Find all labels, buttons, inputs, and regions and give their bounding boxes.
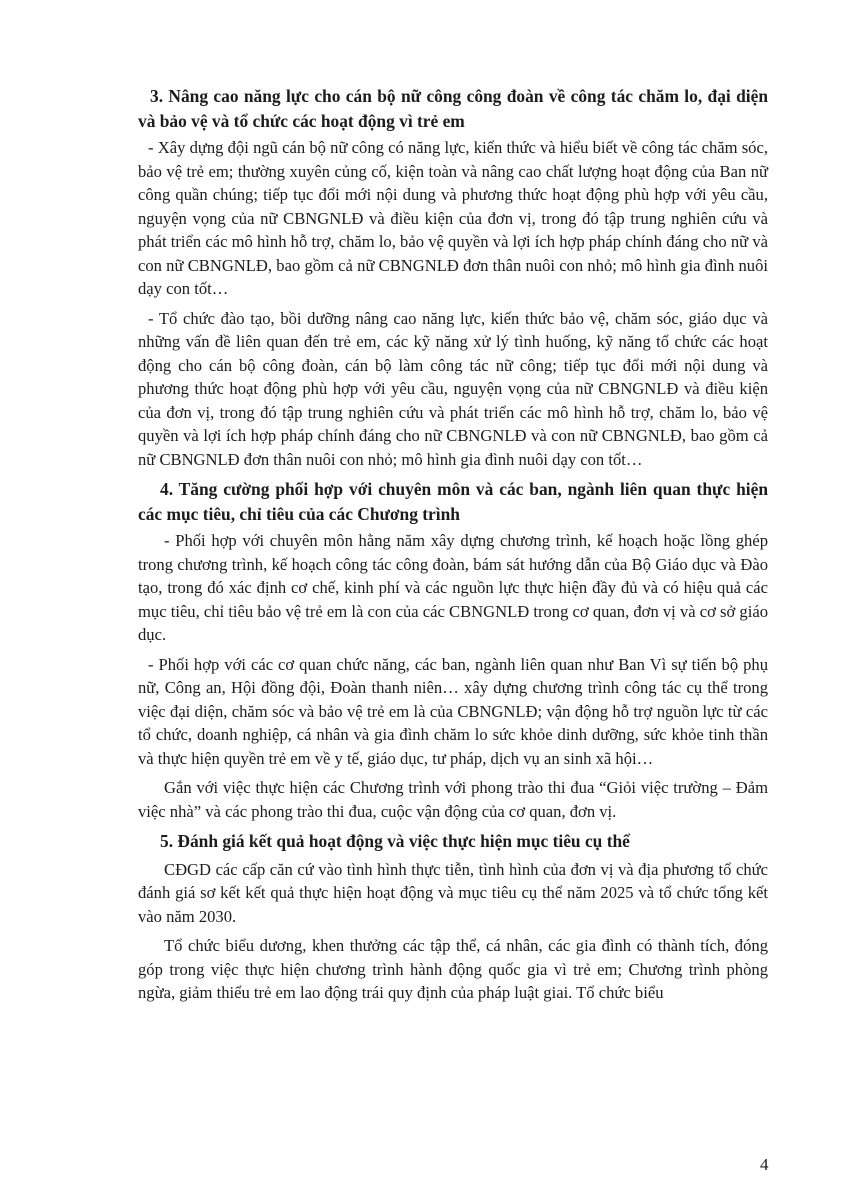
section-3-paragraph-2: - Tổ chức đào tạo, bồi dưỡng nâng cao năng lực, kiến thức bảo vệ, chăm sóc, giáo dục và những vấn đề liên quan đến trẻ em, các kỹ năng xử lý tình huống, kỹ năng tổ chức các hoạt động cho cán bộ công đoàn, cán bộ làm công tác nữ công; tiếp tục đổi mới nội dung và phương thức hoạt động phù hợp với yêu cầu, nguyện vọng của nữ CBNGNLĐ và điều kiện của đơn vị, trong đó tập trung nghiên cứu và phát triển các mô hình hỗ trợ, chăm lo, bảo vệ quyền và lợi ích hợp pháp chính đáng cho nữ CBNGNLĐ và con nữ CBNGNLĐ, bao gồm cả nữ CBNGNLĐ đơn thân nuôi con nhỏ; mô hình gia đình nuôi dạy con tốt… [138, 308, 768, 469]
section-4-paragraph-1: - Phối hợp với chuyên môn hằng năm xây dựng chương trình, kế hoạch hoặc lồng ghép trong chương trình, kế hoạch công tác công đoàn, bám sát hướng dẫn của Bộ Giáo dục và Đào tạo, trong đó xác định cơ chế, kinh phí và các nguồn lực thực hiện đầy đủ và có hiệu quả các mục tiêu, chỉ tiêu bảo vệ trẻ em là con của các CBNGNLĐ trong cơ quan, đơn vị và cơ sở giáo dục. [138, 531, 768, 644]
section-5-paragraph-1: CĐGD các cấp căn cứ vào tình hình thực tiễn, tình hình của đơn vị và địa phương tổ chức đánh giá sơ kết kết quả thực hiện hoạt động và mục tiêu cụ thể năm 2025 và tổ chức tổng kết vào năm 2030. [138, 859, 768, 926]
page-number: 4 [760, 1155, 769, 1174]
section-4-paragraph-3: Gắn với việc thực hiện các Chương trình với phong trào thi đua “Giỏi việc trường – Đảm việc nhà” và các phong trào thi đua, cuộc vận động của cơ quan, đơn vị. [138, 778, 768, 821]
section-5-heading: 5. Đánh giá kết quả hoạt động và việc thực hiện mục tiêu cụ thể [160, 831, 630, 851]
section-5-paragraph-2: Tổ chức biểu dương, khen thưởng các tập thể, cá nhân, các gia đình có thành tích, đóng góp trong việc thực hiện chương trình hành động quốc gia vì trẻ em; Chương trình phòng ngừa, giảm thiểu trẻ em lao động trái quy định của pháp luật giai. Tổ chức biểu [138, 936, 768, 1002]
section-4-paragraph-2: - Phối hợp với các cơ quan chức năng, các ban, ngành liên quan như Ban Vì sự tiến bộ phụ nữ, Công an, Hội đồng đội, Đoàn thanh niên… xây dựng chương trình công tác cụ thể trong việc đại diện, chăm sóc và bảo vệ trẻ em là của CBNGNLĐ; vận động hỗ trợ nguồn lực từ các tổ chức, doanh nghiệp, cá nhân và gia đình chăm lo sức khỏe dinh dưỡng, sức khỏe tinh thần và thực hiện quyền trẻ em về y tế, giáo dục, tư pháp, dịch vụ an sinh xã hội… [138, 654, 768, 768]
section-3-heading: 3. Nâng cao năng lực cho cán bộ nữ công công đoàn về công tác chăm lo, đại diện và bảo vệ và tổ chức các hoạt động vì trẻ em [138, 86, 768, 131]
document-body [138, 84, 768, 1011]
section-3-paragraph-1: - Xây dựng đội ngũ cán bộ nữ công có năng lực, kiến thức và hiểu biết về công tác chăm sóc, bảo vệ trẻ em; thường xuyên củng cố, kiện toàn và nâng cao chất lượng hoạt động của Ban nữ công quần chúng; tiếp tục đổi mới nội dung và phương thức hoạt động phù hợp với yêu cầu, nguyện vọng của nữ CBNGNLĐ và điều kiện của đơn vị, trong đó tập trung nghiên cứu và phát triển các mô hình hỗ trợ, chăm lo, bảo vệ quyền và lợi ích hợp pháp chính đáng cho nữ và con nữ CBNGNLĐ, bao gồm cả nữ CBNGNLĐ đơn thân nuôi con nhỏ; mô hình gia đình nuôi dạy con tốt… [138, 138, 768, 298]
section-4-heading: 4. Tăng cường phối hợp với chuyên môn và các ban, ngành liên quan thực hiện các mục tiêu, chỉ tiêu của các Chương trình [138, 479, 768, 524]
